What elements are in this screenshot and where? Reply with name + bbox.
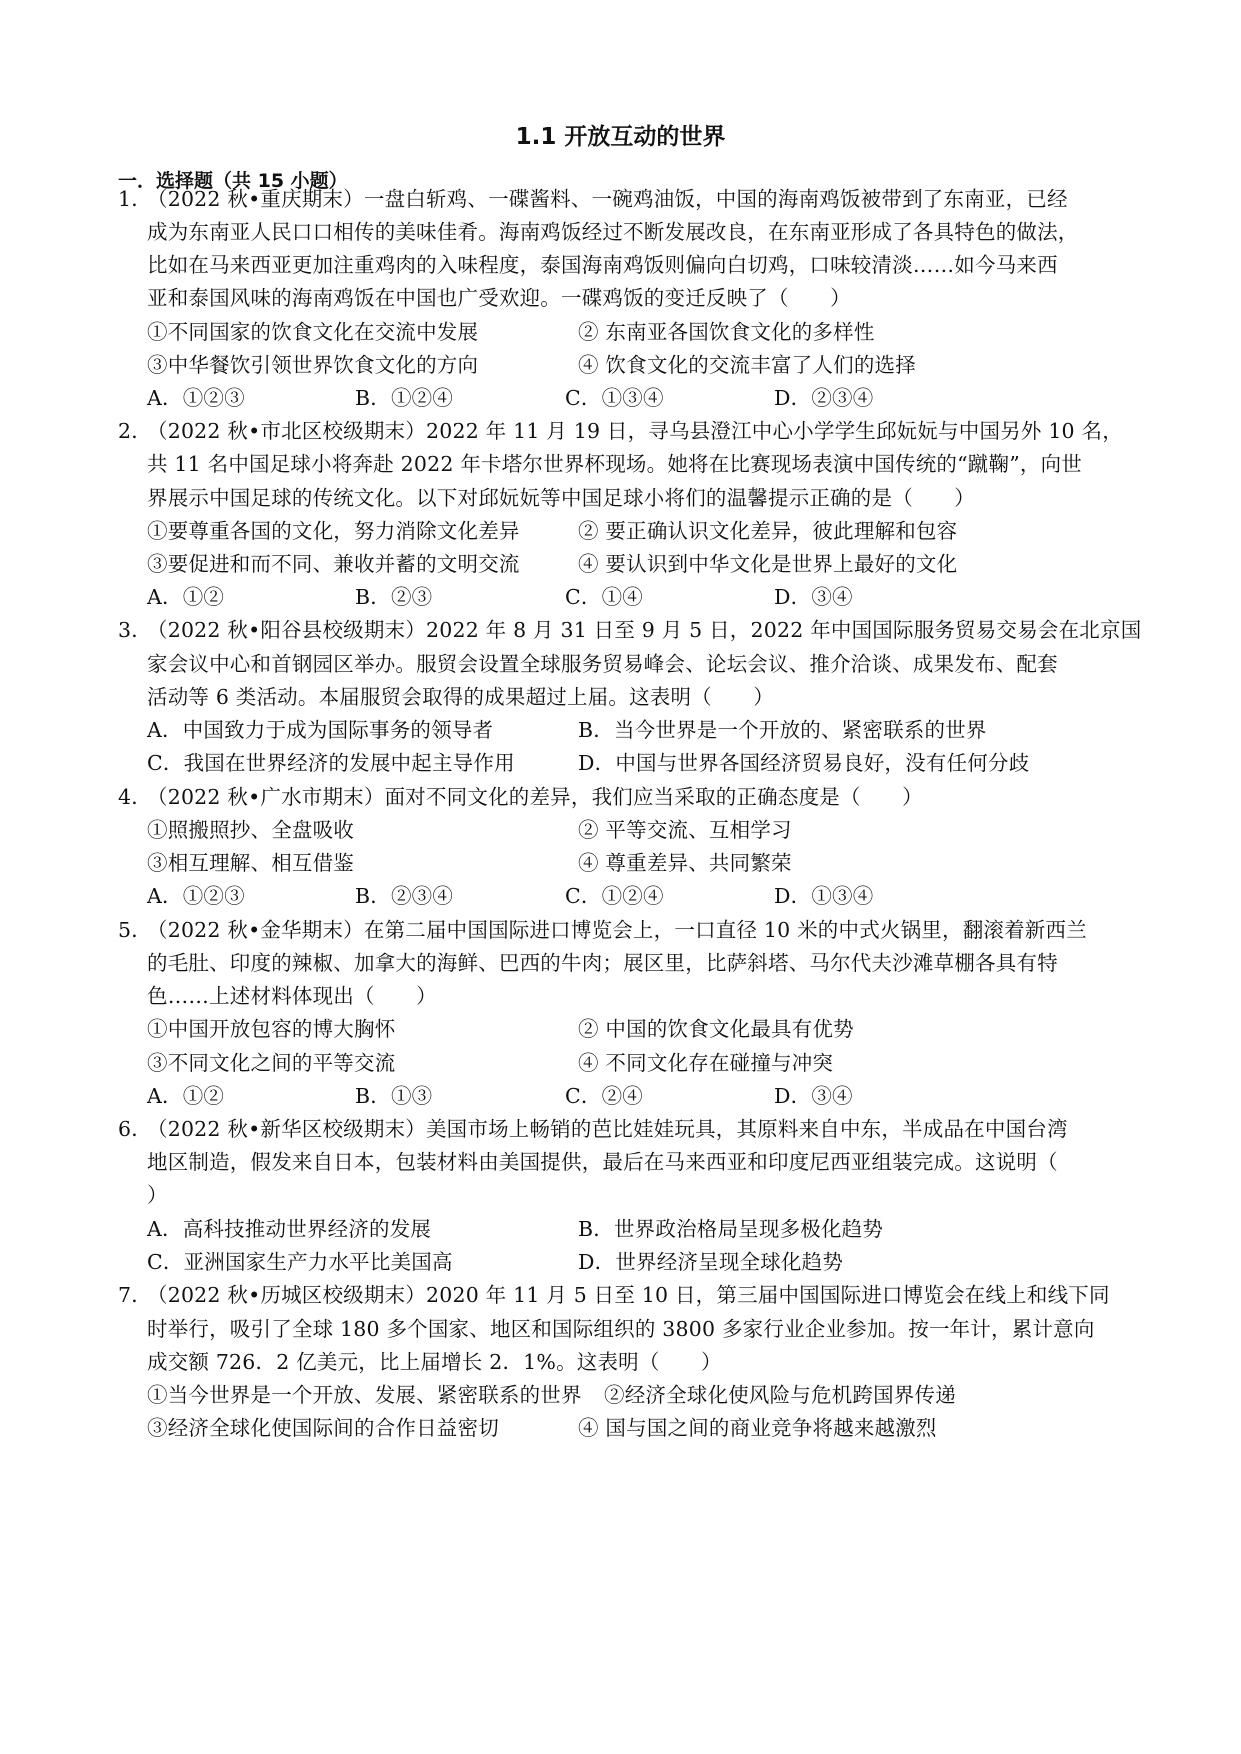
question-text-line: （2022 秋•广水市期末）面对不同文化的差异，我们应当采取的正确态度是（ ）	[147, 785, 923, 809]
question-text-line: 亚和泰国风味的海南鸡饭在中国也广受欢迎。一碟鸡饭的变迁反映了（ ）	[147, 286, 851, 310]
option-c: C．①③④	[565, 386, 664, 410]
statement-item: ②经济全球化使风险与危机跨国界传递	[604, 1383, 956, 1407]
question-number: 1．	[118, 187, 152, 211]
question-text-line: （2022 秋•新华区校级期末）美国市场上畅销的芭比娃娃玩具，其原料来自中东，半成品在中国台湾	[147, 1117, 1068, 1141]
statement-item: ①不同国家的饮食文化在交流中发展	[147, 320, 479, 344]
answer-options	[147, 878, 1047, 914]
question-number: 2．	[118, 419, 152, 443]
option-b: B．②③	[355, 585, 433, 609]
answer-options	[147, 579, 1047, 615]
question-text-line: 比如在马来西亚更加注重鸡肉的入味程度，泰国海南鸡饭则偏向白切鸡，口味较清淡……如今马来西	[147, 253, 1058, 277]
statement-row	[147, 513, 1047, 549]
answer-row	[147, 1244, 1097, 1280]
option-c: C．我国在世界经济的发展中起主导作用	[147, 751, 515, 775]
statement-item: ③经济全球化使国际间的合作日益密切	[147, 1416, 499, 1440]
statement-row	[147, 1410, 1097, 1446]
statement-item: ①当今世界是一个开放、发展、紧密联系的世界	[147, 1383, 582, 1407]
option-d: D．③④	[774, 585, 853, 609]
question-text-line: （2022 秋•阳谷县校级期末）2022 年 8 月 31 日至 9 月 5 日，2022 年中国国际服务贸易交易会在北京国	[147, 618, 1142, 642]
statement-row	[147, 546, 1047, 582]
statement-item: ③不同文化之间的平等交流	[147, 1051, 396, 1075]
question-text-line: 的毛肚、印度的辣椒、加拿大的海鲜、巴西的牛肉；展区里，比萨斜塔、马尔代夫沙滩草棚各具有特	[147, 951, 1058, 975]
question-text-line: 地区制造，假发来自日本，包装材料由美国提供，最后在马来西亚和印度尼西亚组装完成。这说明（	[147, 1150, 1058, 1174]
question-text-line: （2022 秋•历城区校级期末）2020 年 11 月 5 日至 10 日，第三届中国国际进口博览会在线上和线下同	[147, 1283, 1110, 1307]
option-b: B．①③	[355, 1084, 433, 1108]
question-text-line: 活动等 6 类活动。本届服贸会取得的成果超过上届。这表明（ ）	[147, 685, 774, 709]
option-a: A．①②	[147, 1084, 225, 1108]
option-d: D．③④	[774, 1084, 853, 1108]
question-text-line: 色……上述材料体现出（ ）	[147, 984, 437, 1008]
option-a: A．高科技推动世界经济的发展	[147, 1217, 432, 1241]
question-text-line: 界展示中国足球的传统文化。以下对邱妧妧等中国足球小将们的温馨提示正确的是（ ）	[147, 486, 975, 510]
question-text-line: ）	[147, 1183, 168, 1207]
question-text-line: 时举行，吸引了全球 180 多个国家、地区和国际组织的 3800 多家行业企业参加。按一年计，累计意向	[147, 1317, 1095, 1341]
question-number: 6．	[118, 1117, 152, 1141]
statement-row	[147, 845, 1047, 881]
answer-row	[147, 1211, 1097, 1247]
statement-row	[147, 314, 1047, 350]
question-number: 5．	[118, 918, 152, 942]
statement-item: ② 中国的饮食文化最具有优势	[578, 1017, 854, 1041]
statement-item: ② 平等交流、互相学习	[578, 818, 792, 842]
statement-item: ①要尊重各国的文化，努力消除文化差异	[147, 519, 520, 543]
statement-row	[147, 1377, 1097, 1413]
answer-options	[147, 380, 1047, 416]
question-number: 7．	[118, 1283, 152, 1307]
option-d: D．②③④	[774, 386, 874, 410]
option-c: C．①②④	[565, 884, 664, 908]
statement-item: ④ 国与国之间的商业竞争将越来越激烈	[578, 1416, 937, 1440]
option-c: C．亚洲国家生产力水平比美国高	[147, 1250, 453, 1274]
section-heading: 一．选择题（共 15 小题）	[118, 170, 348, 192]
question-text-line: （2022 秋•重庆期末）一盘白斩鸡、一碟酱料、一碗鸡油饭，中国的海南鸡饭被带到了东南亚，已经	[147, 187, 1068, 211]
statement-row	[147, 347, 1047, 383]
option-c: C．②④	[565, 1084, 643, 1108]
statement-row	[147, 812, 1047, 848]
option-d: D．中国与世界各国经济贸易良好，没有任何分歧	[578, 751, 1030, 775]
statement-item: ③要促进和而不同、兼收并蓄的文明交流	[147, 552, 520, 576]
option-b: B．②③④	[355, 884, 454, 908]
option-c: C．①④	[565, 585, 643, 609]
option-a: A．①②	[147, 585, 225, 609]
answer-options	[147, 1078, 1047, 1114]
answer-row	[147, 745, 1097, 781]
question-text-line: 家会议中心和首钢园区举办。服贸会设置全球服务贸易峰会、论坛会议、推介洽谈、成果发布、配套	[147, 652, 1058, 676]
statement-item: ④ 尊重差异、共同繁荣	[578, 851, 792, 875]
statement-item: ④ 要认识到中华文化是世界上最好的文化	[578, 552, 958, 576]
statement-item: ② 东南亚各国饮食文化的多样性	[578, 320, 875, 344]
statement-item: ①中国开放包容的博大胸怀	[147, 1017, 396, 1041]
statement-item: ② 要正确认识文化差异，彼此理解和包容	[578, 519, 958, 543]
statement-item: ④ 不同文化存在碰撞与冲突	[578, 1051, 834, 1075]
option-d: D．世界经济呈现全球化趋势	[578, 1250, 844, 1274]
statement-item: ④ 饮食文化的交流丰富了人们的选择	[578, 353, 916, 377]
statement-row	[147, 1045, 1047, 1081]
document-title: 1.1 开放互动的世界	[515, 124, 726, 150]
statement-item: ①照搬照抄、全盘吸收	[147, 818, 354, 842]
question-text-line: 成交额 726．2 亿美元，比上届增长 2．1%。这表明（ ）	[147, 1350, 722, 1374]
statement-item: ③相互理解、相互借鉴	[147, 851, 354, 875]
answer-row	[147, 712, 1097, 748]
question-number: 3．	[118, 618, 152, 642]
option-d: D．①③④	[774, 884, 874, 908]
question-number: 4．	[118, 785, 152, 809]
option-b: B．当今世界是一个开放的、紧密联系的世界	[578, 718, 987, 742]
option-a: A．①②③	[147, 386, 245, 410]
option-a: A．中国致力于成为国际事务的领导者	[147, 718, 494, 742]
statement-item: ③中华餐饮引领世界饮食文化的方向	[147, 353, 479, 377]
question-text-line: （2022 秋•市北区校级期末）2022 年 11 月 19 日，寻乌县澄江中心小学学生邱妧妧与中国另外 10 名，	[147, 419, 1123, 443]
question-text-line: （2022 秋•金华期末）在第二届中国国际进口博览会上，一口直径 10 米的中式火锅里，翻滚着新西兰	[147, 918, 1087, 942]
question-text-line: 共 11 名中国足球小将奔赴 2022 年卡塔尔世界杯现场。她将在比赛现场表演中国传统的“蹴鞠”，向世	[147, 452, 1082, 476]
question-text-line: 成为东南亚人民口口相传的美味佳肴。海南鸡饭经过不断发展改良，在东南亚形成了各具特色的做法，	[147, 220, 1079, 244]
option-a: A．①②③	[147, 884, 245, 908]
statement-row	[147, 1011, 1047, 1047]
option-b: B．世界政治格局呈现多极化趋势	[578, 1217, 884, 1241]
option-b: B．①②④	[355, 386, 454, 410]
